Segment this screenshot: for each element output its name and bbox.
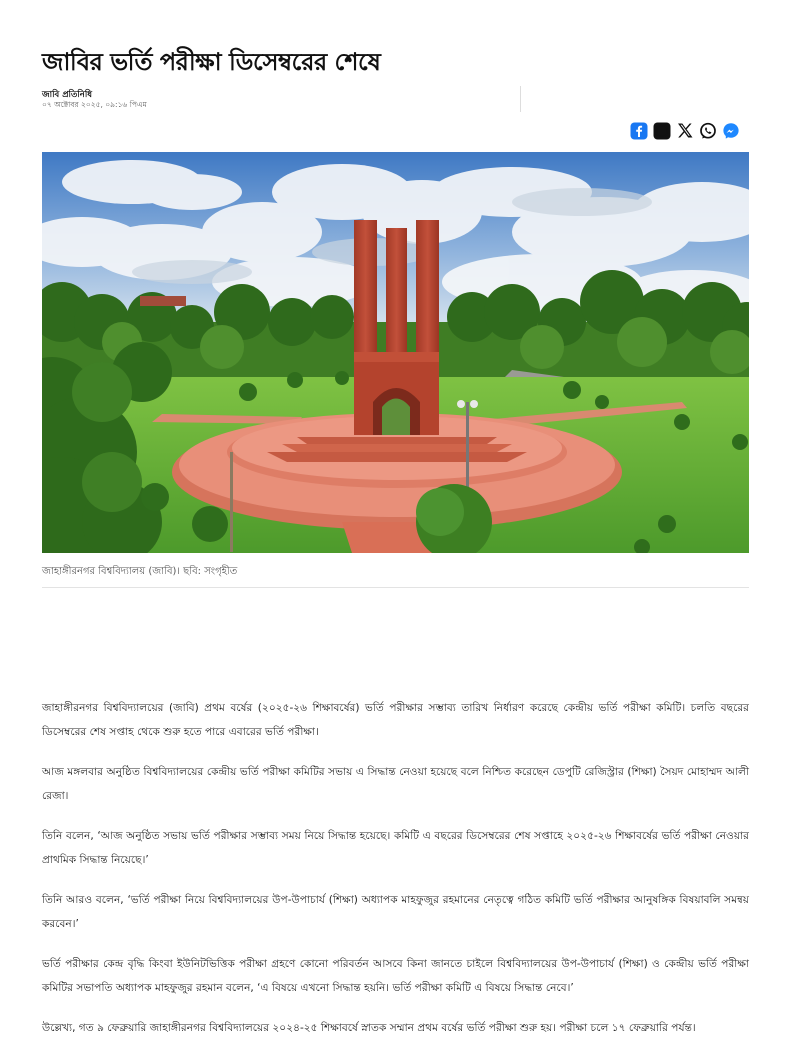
instagram-icon[interactable] bbox=[653, 122, 671, 140]
share-bar bbox=[630, 122, 740, 140]
caption-divider bbox=[42, 587, 749, 588]
article-headline: জাবির ভর্তি পরীক্ষা ডিসেম্বরের শেষে bbox=[42, 48, 381, 76]
whatsapp-icon[interactable] bbox=[699, 122, 717, 140]
paragraph: তিনি বলেন, ‘আজ অনুষ্ঠিত সভায় ভর্তি পরীক্ষার সম্ভাব্য সময় নিয়ে সিদ্ধান্ত হয়েছে। কমিটি এ বছরের ডিসেম্বরের শেষ সপ্তাহে ২০২৫-২৬ শিক্ষাবর্ষের ভর্তি পরীক্ষা নেওয়ার প্রাথমিক সিদ্ধান্ত নিয়েছে।’ bbox=[42, 830, 749, 866]
messenger-icon[interactable] bbox=[722, 122, 740, 140]
paragraph: উল্লেখ্য, গত ৯ ফেব্রুয়ারি জাহাঙ্গীরনগর বিশ্ববিদ্যালয়ের ২০২৪-২৫ শিক্ষাবর্ষে স্নাতক সম্মান প্রথম বর্ষের ভর্তি পরীক্ষা শুরু হয়। পরীক্ষা চলে ১৭ ফেব্রুয়ারি পর্যন্ত। bbox=[42, 1022, 696, 1034]
image-caption: জাহাঙ্গীরনগর বিশ্ববিদ্যালয় (জাবি)। ছবি: সংগৃহীত bbox=[42, 566, 238, 577]
paragraph: জাহাঙ্গীরনগর বিশ্ববিদ্যালয়ের (জাবি) প্রথম বর্ষের (২০২৫-২৬ শিক্ষাবর্ষের) ভর্তি পরীক্ষার সম্ভাব্য তারিখ নির্ধারণ করেছে কেন্দ্রীয় ভর্তি পরীক্ষা কমিটি। চলতি বছরের ডিসেম্বরের শেষ সপ্তাহ থেকে শুরু হতে পারে এবারের ভর্তি পরীক্ষা। bbox=[42, 702, 749, 738]
paragraph: ভর্তি পরীক্ষার কেন্দ্র বৃদ্ধি কিংবা ইউনিটভিত্তিক পরীক্ষা গ্রহণে কোনো পরিবর্তন আসবে কিনা জানতে চাইলে বিশ্ববিদ্যালয়ের উপ-উপাচার্য (শিক্ষা) ও কেন্দ্রীয় ভর্তি পরীক্ষা কমিটির সভাপতি অধ্যাপক মাহফুজুর রহমান বলেন, ‘এ বিষয়ে এখনো সিদ্ধান্ত হয়নি। ভর্তি পরীক্ষা কমিটি এ বিষয়ে সিদ্ধান্ত নেবে।’ bbox=[42, 958, 749, 994]
article-body bbox=[42, 696, 749, 1056]
x-icon[interactable] bbox=[676, 122, 694, 140]
facebook-icon[interactable] bbox=[630, 122, 648, 140]
article-photo bbox=[42, 152, 749, 553]
paragraph: তিনি আরও বলেন, ‘ভর্তি পরীক্ষা নিয়ে বিশ্ববিদ্যালয়ের উপ-উপাচার্য (শিক্ষা) অধ্যাপক মাহফুজুর রহমানের নেতৃত্বে গঠিত কমিটি ভর্তি পরীক্ষার আনুষঙ্গিক বিষয়াবলি সমন্বয় করবেন।’ bbox=[42, 894, 749, 930]
author-name[interactable]: জাবি প্রতিনিধি bbox=[42, 90, 93, 100]
header-divider bbox=[520, 86, 521, 112]
paragraph: আজ মঙ্গলবার অনুষ্ঠিত বিশ্ববিদ্যালয়ের কেন্দ্রীয় ভর্তি পরীক্ষা কমিটির সভায় এ সিদ্ধান্ত নেওয়া হয়েছে বলে নিশ্চিত করেছেন ডেপুটি রেজিস্ট্রার (শিক্ষা) সৈয়দ মোহাম্মদ আলী রেজা। bbox=[42, 766, 749, 802]
publish-date: ০৭ অক্টোবর ২০২৫, ০৯:১৬ পিএম bbox=[42, 100, 147, 109]
